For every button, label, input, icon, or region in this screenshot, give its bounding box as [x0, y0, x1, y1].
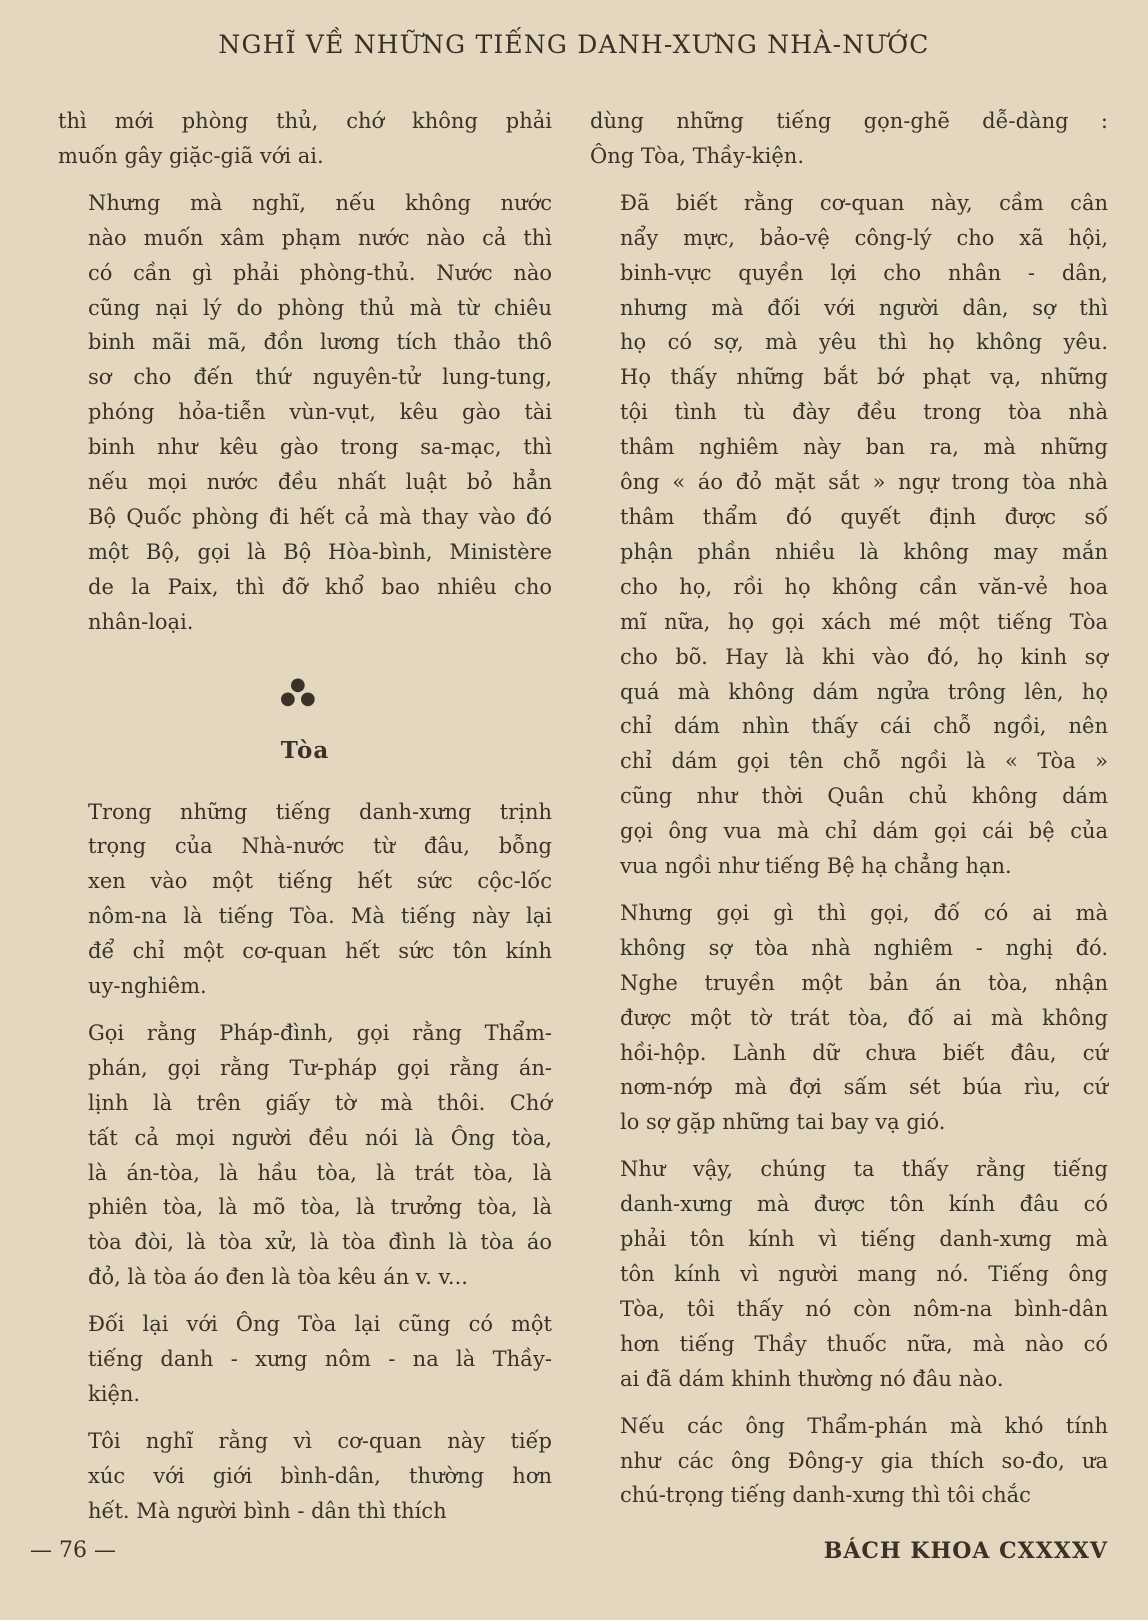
text-line: nẩy mực, bảo-vệ công-lý cho xã hội, — [620, 225, 1108, 250]
page-number: — 76 — — [30, 1538, 116, 1563]
publication-name: BÁCH KHOA CXXXXV — [823, 1538, 1108, 1564]
text-line: cho bõ. Hay là khi vào đó, họ kinh sợ — [620, 644, 1108, 669]
text-line: nếu mọi nước đều nhất luật bỏ hẳn — [88, 470, 552, 495]
text-line: uy-nghiêm. — [88, 974, 207, 999]
text-line: Như vậy, chúng ta thấy rằng tiếng — [620, 1157, 1108, 1182]
section-separator: ● ● ● — [280, 673, 316, 709]
text-line: de la Paix, thì đỡ khổ bao nhiêu cho — [88, 574, 552, 599]
text-line: Gọi rằng Pháp-đình, gọi rằng Thẩm- — [88, 1020, 552, 1045]
text-line: tội tình tù đày đều trong tòa nhà — [620, 400, 1108, 425]
text-line: dùng những tiếng gọn-ghẽ dễ-dàng : — [590, 109, 1108, 133]
text-line: quá mà không dám ngửa trông lên, họ — [620, 679, 1108, 704]
section-title: Tòa — [280, 736, 330, 764]
text-line: vua ngồi như tiếng Bệ hạ chẳng hạn. — [620, 854, 1012, 879]
text-line: xen vào một tiếng hết sức cộc-lốc — [88, 869, 552, 894]
text-line: chỉ dám nhìn thấy cái chỗ ngồi, nên — [620, 714, 1108, 739]
text-line: thâm nghiêm này ban ra, mà những — [620, 435, 1108, 460]
paragraph — [58, 186, 552, 640]
text-line: hơn tiếng Thầy thuốc nữa, mà nào có — [620, 1331, 1108, 1356]
text-line: lịnh là trên giấy tờ mà thôi. Chớ — [88, 1090, 552, 1115]
text-line: lo sợ gặp những tai bay vạ gió. — [620, 1110, 946, 1135]
text-line: chỉ dám gọi tên chỗ ngồi là « Tòa » — [620, 749, 1108, 774]
paragraph — [590, 186, 1108, 884]
text-line: Bộ Quốc phòng đi hết cả mà thay vào đó — [88, 504, 552, 529]
text-line: binh như kêu gào trong sa-mạc, thì — [88, 435, 552, 460]
text-line: không sợ tòa nhà nghiêm - nghị đó. — [620, 935, 1108, 960]
text-line: Nhưng gọi gì thì gọi, đố có ai mà — [620, 900, 1108, 925]
text-line: gọi ông vua mà chỉ dám gọi cái bệ của — [620, 819, 1108, 844]
text-line: Ông Tòa, Thầy-kiện. — [590, 143, 804, 168]
text-line: cũng như thời Quân chủ không dám — [620, 784, 1108, 809]
paragraph — [58, 795, 552, 1004]
text-line: trọng của Nhà-nước từ đâu, bỗng — [88, 834, 552, 859]
text-line: thì mới phòng thủ, chớ không phải — [58, 109, 552, 133]
text-line: Nghe truyền một bản án tòa, nhận — [620, 970, 1108, 995]
paragraph — [590, 1409, 1108, 1514]
text-line: Nhưng mà nghĩ, nếu không nước — [88, 190, 552, 215]
text-line: hết. Mà người bình - dân thì thích — [88, 1498, 447, 1523]
text-line: phán, gọi rằng Tư-pháp gọi rằng án- — [88, 1055, 552, 1080]
text-line: phiên tòa, là mõ tòa, là trưởng tòa, là — [88, 1195, 552, 1220]
right-column — [590, 104, 1108, 1525]
text-line: chú-trọng tiếng danh-xưng thì tôi chắc — [620, 1483, 1031, 1508]
text-line: Đối lại với Ông Tòa lại cũng có một — [88, 1312, 552, 1337]
text-line: có cần gì phải phòng-thủ. Nước nào — [88, 260, 552, 285]
text-line: nhân-loại. — [88, 609, 194, 634]
paragraph — [590, 1152, 1108, 1396]
text-line: Nếu các ông Thẩm-phán mà khó tính — [620, 1413, 1108, 1438]
running-header: NGHĨ VỀ NHỮNG TIẾNG DANH-XƯNG NHÀ-NƯỚC — [218, 30, 930, 59]
text-line: họ có sợ, mà yêu thì họ không yêu. — [620, 330, 1108, 355]
text-line: hồi-hộp. Lành dữ chưa biết đâu, cứ — [620, 1040, 1108, 1065]
text-line: mĩ nữa, họ gọi xách mé một tiếng Tòa — [620, 609, 1108, 634]
text-line: phận phần nhiều là không may mắn — [620, 539, 1108, 564]
text-line: thâm thẩm đó quyết định được số — [620, 504, 1108, 529]
text-line: nôm-na là tiếng Tòa. Mà tiếng này lại — [88, 904, 552, 929]
text-line: tiếng danh - xưng nôm - na là Thầy- — [88, 1347, 552, 1372]
paragraph — [590, 896, 1108, 1140]
text-line: ông « áo đỏ mặt sắt » ngự trong tòa nhà — [620, 470, 1108, 495]
text-line: Họ thấy những bắt bớ phạt vạ, những — [620, 365, 1108, 390]
text-line: muốn gây giặc-giã với ai. — [58, 143, 324, 168]
paragraph — [590, 104, 1108, 174]
text-line: xúc với giới bình-dân, thường hơn — [88, 1463, 552, 1488]
text-line: binh mãi mã, đồn lương tích thảo thô — [88, 330, 552, 355]
text-line: nào muốn xâm phạm nước nào cả thì — [88, 225, 552, 250]
text-line: nhưng mà đối với người dân, sợ thì — [620, 295, 1108, 320]
text-line: để chỉ một cơ-quan hết sức tôn kính — [88, 939, 552, 964]
text-line: tất cả mọi người đều nói là Ông tòa, — [88, 1125, 552, 1150]
text-line: cũng nại lý do phòng thủ mà từ chiêu — [88, 295, 552, 320]
text-line: nơm-nớp mà đợi sấm sét búa rìu, cứ — [620, 1075, 1108, 1100]
text-line: binh-vực quyền lợi cho nhân - dân, — [620, 260, 1108, 285]
paragraph — [58, 1016, 552, 1295]
text-line: đỏ, là tòa áo đen là tòa kêu án v. v... — [88, 1265, 468, 1290]
text-line: Tòa, tôi thấy nó còn nôm-na bình-dân — [620, 1296, 1108, 1321]
left-column — [58, 104, 552, 1541]
text-line: tôn kính vì người mang nó. Tiếng ông — [620, 1262, 1108, 1286]
text-line: một Bộ, gọi là Bộ Hòa-bình, Ministère — [88, 539, 552, 564]
text-line: Trong những tiếng danh-xưng trịnh — [88, 799, 552, 824]
paragraph — [58, 104, 552, 174]
text-line: là án-tòa, là hầu tòa, là trát tòa, là — [88, 1160, 552, 1185]
text-line: như các ông Đông-y gia thích so-đo, ưa — [620, 1448, 1108, 1473]
text-line: phải tôn kính vì tiếng danh-xưng mà — [620, 1227, 1108, 1252]
text-line: tòa đòi, là tòa xử, là tòa đình là tòa áo — [88, 1230, 552, 1255]
paragraph — [58, 1307, 552, 1412]
text-line: Tôi nghĩ rằng vì cơ-quan này tiếp — [88, 1428, 552, 1453]
text-line: được một tờ trát tòa, đố ai mà không — [620, 1005, 1108, 1030]
paragraph — [58, 1424, 552, 1529]
text-line: phóng hỏa-tiễn vùn-vụt, kêu gào tài — [88, 400, 552, 425]
text-line: kiện. — [88, 1382, 141, 1406]
text-line: sơ cho đến thứ nguyên-tử lung-tung, — [88, 365, 552, 390]
text-line: ai đã dám khinh thường nó đâu nào. — [620, 1366, 1004, 1391]
text-line: Đã biết rằng cơ-quan này, cầm cân — [620, 190, 1108, 215]
text-line: cho họ, rồi họ không cần văn-vẻ hoa — [620, 574, 1108, 599]
text-line: danh-xưng mà được tôn kính đâu có — [620, 1192, 1108, 1217]
